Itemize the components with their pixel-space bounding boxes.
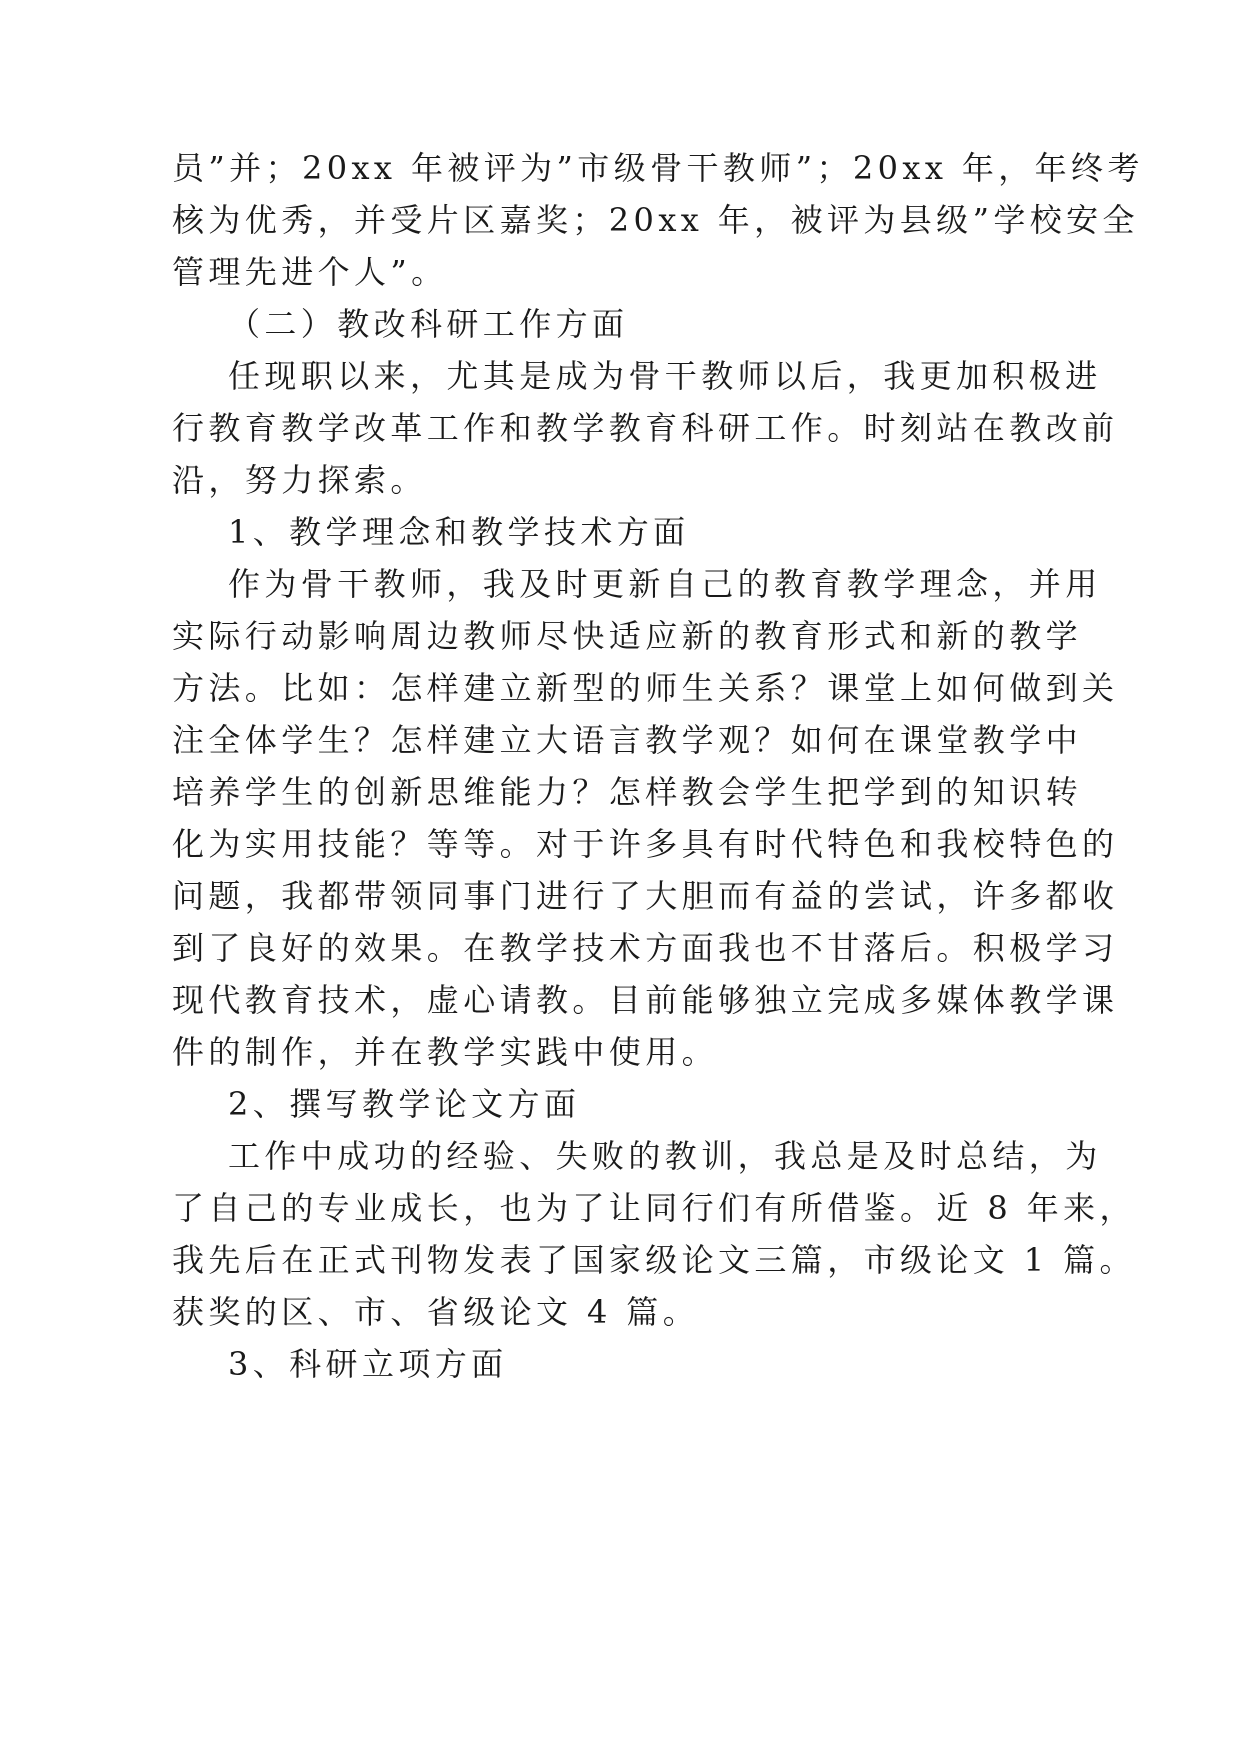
text-line: 核为优秀，并受片区嘉奖；20xx 年，被评为县级”学校安全	[172, 201, 1139, 239]
text-line: 到了良好的效果。在教学技术方面我也不甘落后。积极学习	[172, 929, 1119, 967]
text-line: 问题，我都带领同事门进行了大胆而有益的尝试，许多都收	[172, 877, 1119, 915]
text-line: 现代教育技术，虚心请教。目前能够独立完成多媒体教学课	[172, 981, 1119, 1019]
text-line: 注全体学生？怎样建立大语言教学观？如何在课堂教学中	[172, 721, 1083, 759]
paragraph-first-line: 任现职以来，尤其是成为骨干教师以后，我更加积极进	[228, 357, 1102, 395]
section-heading: （二）教改科研工作方面	[228, 305, 629, 343]
text-line: 实际行动影响周边教师尽快适应新的教育形式和新的教学	[172, 617, 1083, 655]
text-line: 员”并；20xx 年被评为”市级骨干教师”；20xx 年，年终考	[172, 149, 1144, 187]
text-line: 方法。比如：怎样建立新型的师生关系？课堂上如何做到关	[172, 669, 1119, 707]
text-line: 沿，努力探索。	[172, 461, 427, 499]
paragraph-first-line: 工作中成功的经验、失败的教训，我总是及时总结，为	[228, 1137, 1102, 1175]
subsection-heading: 3、科研立项方面	[228, 1345, 508, 1383]
subsection-heading: 1、教学理念和教学技术方面	[228, 513, 690, 551]
text-line: 我先后在正式刊物发表了国家级论文三篇，市级论文 1 篇。	[172, 1241, 1136, 1279]
text-line: 行教育教学改革工作和教学教育科研工作。时刻站在教改前	[172, 409, 1119, 447]
text-line: 获奖的区、市、省级论文 4 篇。	[172, 1293, 700, 1331]
text-line: 管理先进个人”。	[172, 253, 448, 291]
subsection-heading: 2、撰写教学论文方面	[228, 1085, 581, 1123]
text-line: 化为实用技能？等等。对于许多具有时代特色和我校特色的	[172, 825, 1119, 863]
text-line: 了自己的专业成长，也为了让同行们有所借鉴。近 8 年来，	[172, 1189, 1136, 1227]
paragraph-first-line: 作为骨干教师，我及时更新自己的教育教学理念，并用	[228, 565, 1102, 603]
text-line: 培养学生的创新思维能力？怎样教会学生把学到的知识转	[172, 773, 1083, 811]
text-line: 件的制作，并在教学实践中使用。	[172, 1033, 719, 1071]
